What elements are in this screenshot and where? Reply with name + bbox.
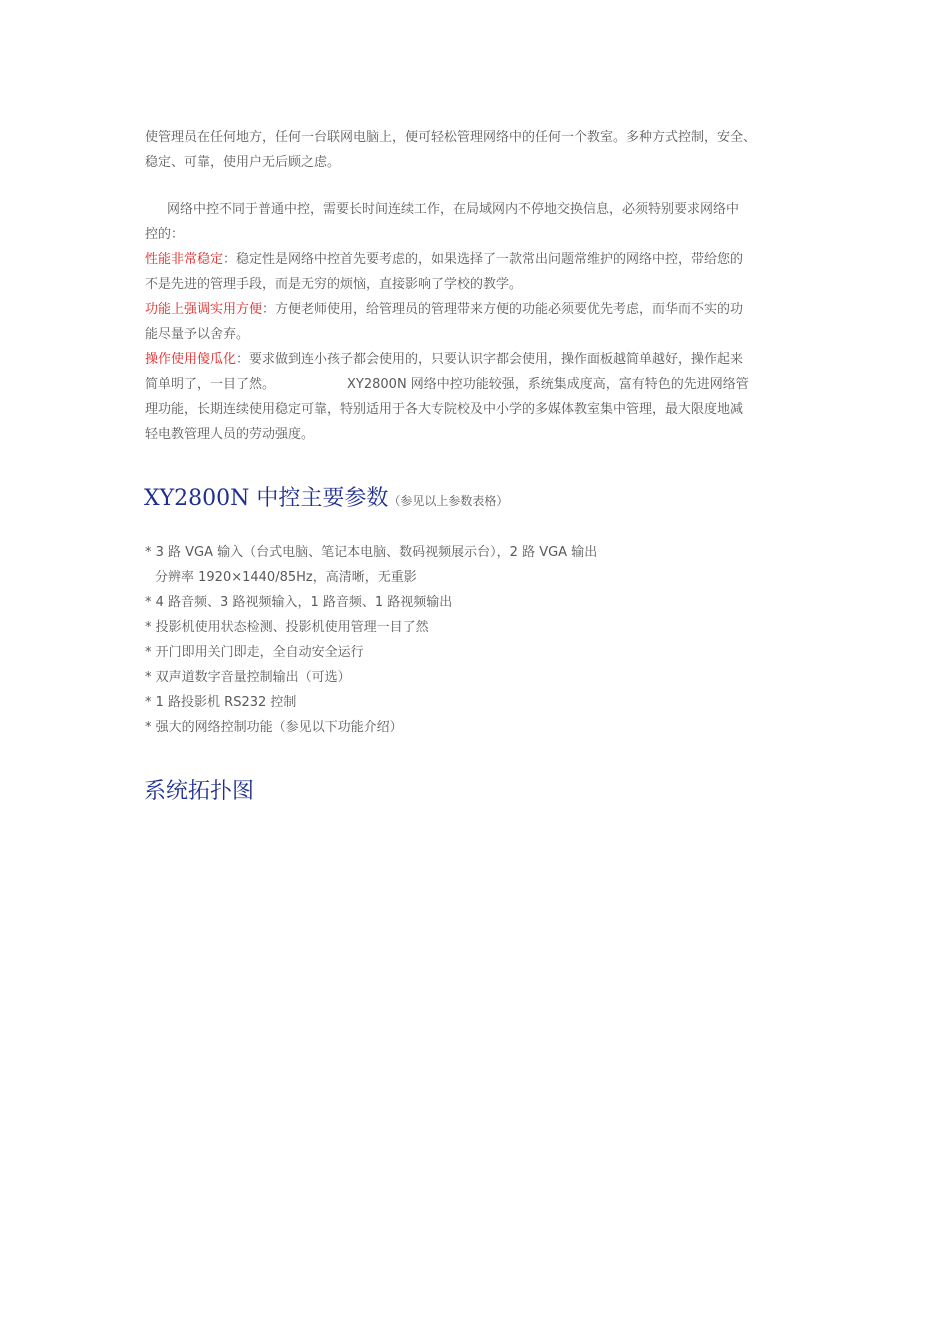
- params-heading-note: （参见以上参数表格）: [388, 494, 509, 508]
- params-item: * 4 路音频、3 路视频输入，1 路音频、1 路视频输出: [145, 595, 453, 610]
- feature-practical-line-1: [145, 297, 825, 322]
- intro-paragraph-2-text: 网络中控不同于普通中控，需要长时间连续工作，在局域网内不停地交换信息，必须特别要求网络中: [167, 202, 740, 217]
- topology-heading: 系统拓扑图: [144, 779, 255, 804]
- feature-simple-text: ：要求做到连小孩子都会使用的，只要认识字都会使用，操作面板越简单越好，操作起来: [236, 352, 744, 367]
- intro-paragraph-2-line-1: [145, 197, 825, 222]
- feature-simple-line-2: [145, 372, 825, 397]
- intro-paragraph-1-line-2: 稳定、可靠，使用户无后顾之虑。: [145, 155, 341, 170]
- params-heading: [144, 481, 508, 512]
- feature-practical-label: 功能上强调实用方便: [145, 302, 263, 317]
- feature-simple-label: 操作使用傻瓜化: [145, 352, 237, 367]
- feature-practical-line-2: 能尽量予以舍弃。: [145, 327, 250, 342]
- feature-simple-text-2a: 简单明了，一目了然。: [145, 377, 276, 392]
- params-heading-text: XY2800N 中控主要参数: [144, 486, 389, 511]
- params-item: * 1 路投影机 RS232 控制: [145, 695, 297, 710]
- params-item: * 3 路 VGA 输入（台式电脑、笔记本电脑、数码视频展示台），2 路 VGA 输出: [145, 545, 598, 560]
- params-item: * 强大的网络控制功能（参见以下功能介绍）: [145, 720, 403, 735]
- feature-simple-line-4: 轻电教管理人员的劳动强度。: [145, 427, 315, 442]
- params-item: * 投影机使用状态检测、投影机使用管理一目了然: [145, 620, 429, 635]
- params-item-continued: [145, 565, 825, 590]
- feature-simple-text-2b: XY2800N 网络中控功能较强，系统集成度高，富有特色的先进网络管: [347, 377, 749, 392]
- feature-simple-line-3: 理功能，长期连续使用稳定可靠，特别适用于各大专院校及中小学的多媒体教室集中管理，最大限度地减: [145, 402, 744, 417]
- feature-stable-line-2: 不是先进的管理手段，而是无穷的烦恼，直接影响了学校的教学。: [145, 277, 523, 292]
- feature-practical-text: ：方便老师使用，给管理员的管理带来方便的功能必须要优先考虑，而华而不实的功: [262, 302, 744, 317]
- feature-stable-label: 性能非常稳定: [145, 252, 224, 267]
- feature-stable-line-1: [145, 247, 825, 272]
- params-item: * 双声道数字音量控制输出（可选）: [145, 670, 351, 685]
- params-item-text: 分辨率 1920×1440/85Hz，高清晰，无重影: [155, 570, 417, 585]
- intro-paragraph-1-line-1: 使管理员在任何地方，任何一台联网电脑上，便可轻松管理网络中的任何一个教室。多种方式控制，安全、: [145, 130, 757, 145]
- feature-stable-text: ：稳定性是网络中控首先要考虑的，如果选择了一款常出问题常维护的网络中控，带给您的: [223, 252, 744, 267]
- feature-simple-line-1: [145, 347, 825, 372]
- intro-paragraph-2-line-2: 控的：: [145, 227, 185, 242]
- params-item: * 开门即用关门即走，全自动安全运行: [145, 645, 364, 660]
